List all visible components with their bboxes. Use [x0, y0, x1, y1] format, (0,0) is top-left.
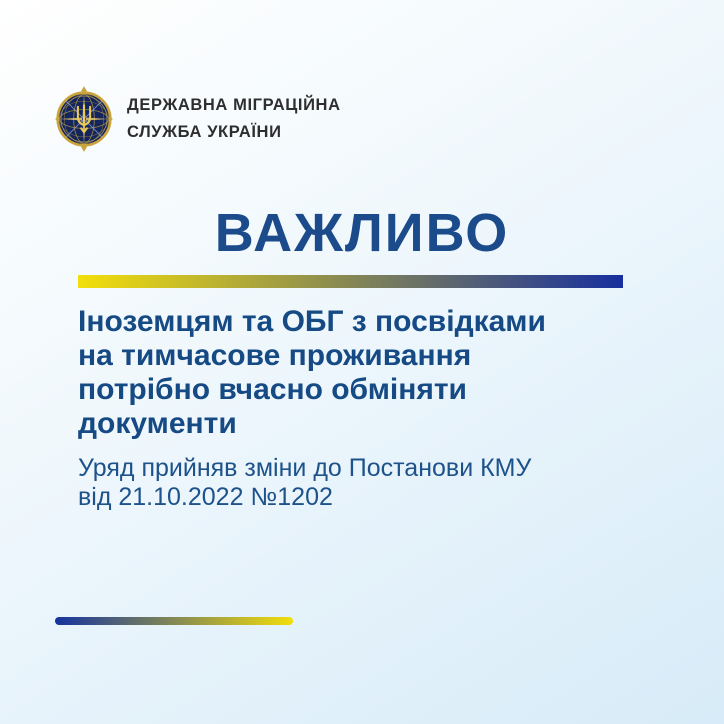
headline-line: на тимчасове проживання	[78, 339, 472, 372]
headline	[78, 305, 546, 441]
migration-service-emblem-icon	[54, 86, 114, 152]
footer-divider-gradient	[55, 617, 293, 625]
brand-name-line1: ДЕРЖАВНА МІГРАЦІЙНА	[127, 96, 341, 114]
brand-name	[127, 92, 341, 146]
headline-line: потрібно вчасно обміняти	[78, 373, 467, 406]
subtext-line: від 21.10.2022 №1202	[78, 483, 333, 511]
subtext	[78, 454, 531, 512]
brand-name-line2: СЛУЖБА УКРАЇНИ	[127, 123, 282, 141]
title-divider-gradient	[78, 275, 623, 288]
headline-line: документи	[78, 407, 237, 440]
banner-title: ВАЖЛИВО	[214, 203, 510, 263]
brand-header	[54, 86, 341, 152]
subtext-line: Уряд прийняв зміни до Постанови КМУ	[78, 454, 532, 482]
headline-line: Іноземцям та ОБГ з посвідками	[78, 305, 546, 338]
